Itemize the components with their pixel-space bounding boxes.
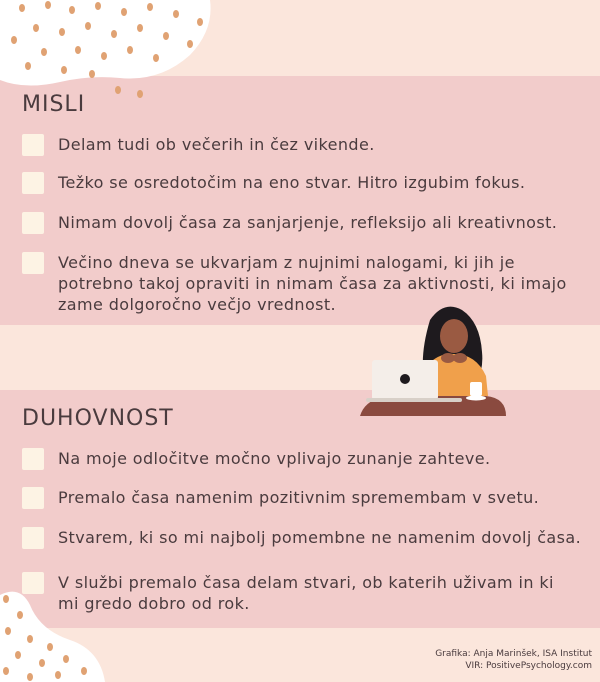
credits-source: VIR: PositivePsychology.com bbox=[465, 661, 592, 671]
credits-graphic: Grafika: Anja Marinšek, ISA Institut bbox=[435, 649, 592, 659]
checklist-item-text: Stvarem, ki so mi najbolj pomembne ne namenim dovolj časa. bbox=[58, 528, 582, 547]
checklist-item-text: Težko se osredotočim na eno stvar. Hitro izgubim fokus. bbox=[58, 173, 526, 192]
decorative-dotted-blob-top bbox=[0, 0, 215, 100]
checklist-item-text: Večino dneva se ukvarjam z nujnimi nalogami, ki jih je potrebno takoj opraviti in nimam časa za aktivnosti, ki imajo zame dolgoročno večjo vrednost. bbox=[58, 253, 567, 314]
checklist-item-text: Premalo časa namenim pozitivnim spremembam v svetu. bbox=[58, 488, 540, 507]
checklist-item[interactable] bbox=[22, 572, 574, 614]
checkbox[interactable] bbox=[22, 527, 44, 549]
section-title-misli: MISLI bbox=[22, 92, 86, 117]
checklist-item[interactable] bbox=[22, 172, 582, 194]
credits bbox=[435, 648, 592, 672]
checklist-item-text: Nimam dovolj časa za sanjarjenje, refleksijo ali kreativnost. bbox=[58, 213, 558, 232]
checklist-item[interactable] bbox=[22, 487, 582, 509]
checkbox[interactable] bbox=[22, 572, 44, 594]
checklist-item[interactable] bbox=[22, 212, 582, 234]
checkbox[interactable] bbox=[22, 212, 44, 234]
checkbox[interactable] bbox=[22, 172, 44, 194]
checkbox[interactable] bbox=[22, 448, 44, 470]
checklist-item-text: V službi premalo časa delam stvari, ob katerih uživam in ki mi gredo dobro od rok. bbox=[58, 573, 554, 613]
checklist-item[interactable] bbox=[22, 134, 582, 156]
checklist-item[interactable] bbox=[22, 527, 582, 549]
section-title-duhovnost: DUHOVNOST bbox=[22, 406, 174, 431]
checklist-item-text: Na moje odločitve močno vplivajo zunanje zahteve. bbox=[58, 449, 491, 468]
checkbox[interactable] bbox=[22, 487, 44, 509]
checklist-item-text: Delam tudi ob večerih in čez vikende. bbox=[58, 135, 375, 154]
checkbox[interactable] bbox=[22, 252, 44, 274]
checklist-item[interactable] bbox=[22, 448, 582, 470]
checkbox[interactable] bbox=[22, 134, 44, 156]
woman-laptop-illustration bbox=[356, 300, 508, 420]
